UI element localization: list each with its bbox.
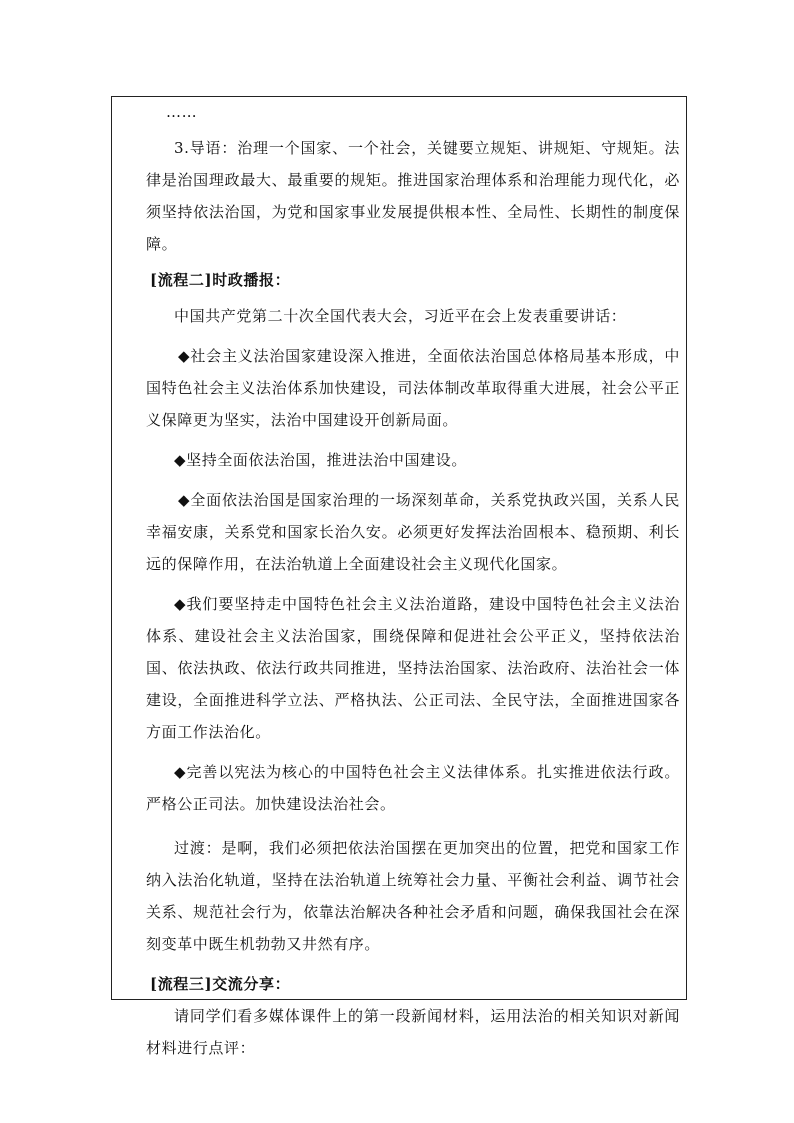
task-paragraph: 请同学们看多媒体课件上的第一段新闻材料，运用法治的相关知识对新闻材料进行点评： (146, 1007, 680, 1057)
news-intro-paragraph: 中国共产党第二十次全国代表大会，习近平在会上发表重要讲话： (174, 307, 627, 325)
bullet-paragraph-4: ◆我们要坚持走中国特色社会主义法治道路，建设中国特色社会主义法治体系、建设社会主义法治国家，围绕保障和促进社会公平正义，坚持依法治国、依法执政、依法行政共同推进，坚持法治国家、法治政府、法治社会一体建设，全面推进科学立法、严格执法、公正司法、全民守法，全面推进国家各方面工作法治化。 (146, 595, 680, 741)
bullet-paragraph-5: ◆完善以宪法为核心的中国特色社会主义法律体系。扎实推进依法行政。严格公正司法。加快建设法治社会。 (146, 763, 680, 813)
bullet-paragraph-3: ◆全面依法治国是国家治理的一场深刻革命，关系党执政兴国，关系人民幸福安康，关系党和国家长治久安。必须更好发挥法治固根本、稳预期、利长远的保障作用，在法治轨道上全面建设社会主义现代化国家。 (146, 491, 680, 573)
transition-paragraph: 过渡：是啊，我们必须把依法治国摆在更加突出的位置，把党和国家工作纳入法治化轨道，坚持在法治轨道上统筹社会力量、平衡社会利益、调节社会关系、规范社会行为，依靠法治解决各种社会矛盾和问题，确保我国社会在深刻变革中既生机勃勃又井然有序。 (146, 839, 680, 953)
bullet-paragraph-2: ◆坚持全面依法治国，推进法治中国建设。 (174, 451, 467, 469)
section-heading-3: [流程三]交流分享： (150, 975, 291, 993)
lesson-plan-content (146, 96, 680, 1064)
ellipsis-text: …… (166, 103, 198, 121)
intro-paragraph: 3.导语：治理一个国家、一个社会，关键要立规矩、讲规矩、守规矩。法律是治国理政最大、最重要的规矩。推进国家治理体系和治理能力现代化，必须坚持依法治国，为党和国家事业发展提供根本性、全局性、长期性的制度保障。 (146, 139, 680, 253)
section-heading-2: [流程二]时政播报： (150, 271, 291, 289)
bullet-paragraph-1: ◆社会主义法治国家建设深入推进，全面依法治国总体格局基本形成，中国特色社会主义法治体系加快建设，司法体制改革取得重大进展，社会公平正义保障更为坚实，法治中国建设开创新局面。 (146, 347, 680, 429)
